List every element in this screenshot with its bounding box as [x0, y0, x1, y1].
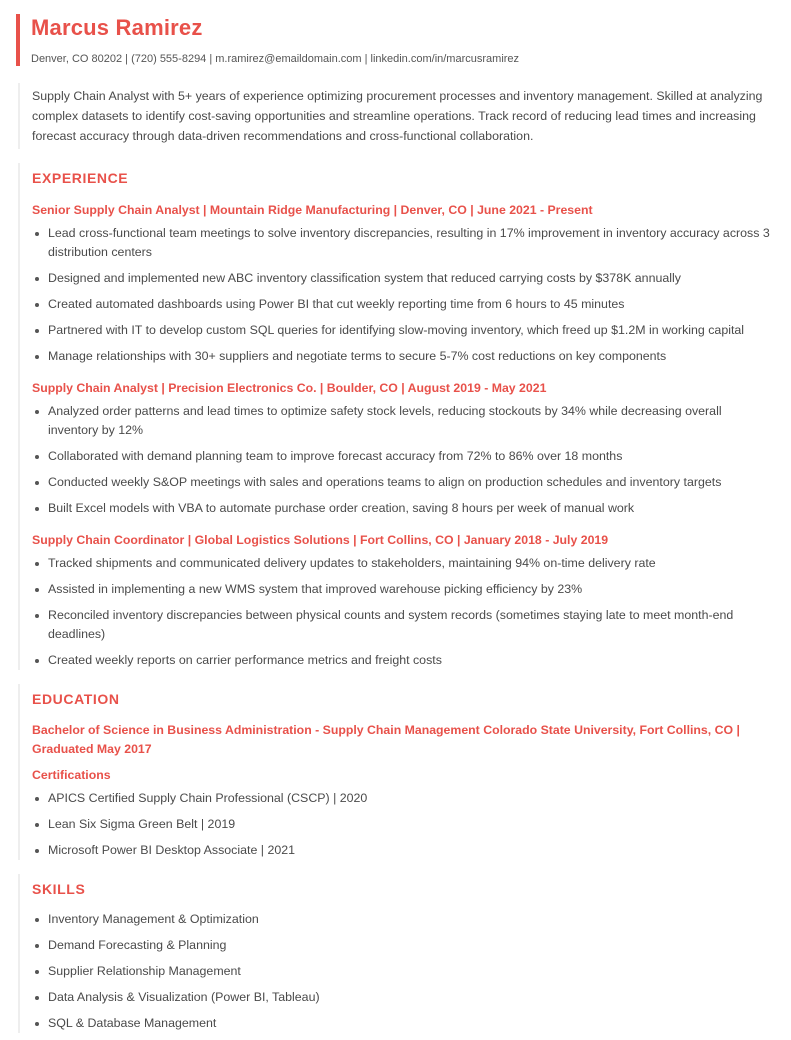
list-item: Inventory Management & Optimization — [32, 910, 774, 929]
resume-header — [16, 14, 771, 66]
job-heading: Supply Chain Analyst | Precision Electronics Co. | Boulder, CO | August 2019 - May 2021 — [32, 381, 547, 395]
section-title-education: EDUCATION — [32, 691, 120, 707]
list-item: Designed and implemented new ABC inventory classification system that reduced carrying costs by $378K annually — [32, 269, 774, 288]
education-section — [18, 684, 774, 860]
list-item: Built Excel models with VBA to automate purchase order creation, saving 8 hours per week of manual work — [32, 499, 774, 518]
list-item: Created weekly reports on carrier performance metrics and freight costs — [32, 651, 774, 670]
list-item: Conducted weekly S&OP meetings with sales and operations teams to align on production schedules and inventory targets — [32, 473, 774, 492]
list-item: Reconciled inventory discrepancies between physical counts and system records (sometimes staying late to meet month-end deadlines) — [32, 606, 774, 644]
contact-info: Denver, CO 80202 | (720) 555-8294 | m.ramirez@emaildomain.com | linkedin.com/in/marcusramirez — [31, 53, 520, 65]
skills-section — [18, 874, 774, 1033]
list-item: Lead cross-functional team meetings to solve inventory discrepancies, resulting in 17% improvement in inventory accuracy across 3 distribution centers — [32, 224, 774, 262]
job-bullet-list — [32, 402, 774, 518]
section-title-experience: EXPERIENCE — [32, 170, 129, 186]
section-title-skills: SKILLS — [32, 881, 86, 897]
list-item: Partnered with IT to develop custom SQL queries for identifying slow-moving inventory, which freed up $1.2M in working capital — [32, 321, 774, 340]
list-item: Manage relationships with 30+ suppliers and negotiate terms to secure 5-7% cost reductions on key components — [32, 347, 774, 366]
list-item: SQL & Database Management — [32, 1014, 774, 1033]
list-item: Analyzed order patterns and lead times to optimize safety stock levels, reducing stockouts by 34% while decreasing overall inventory by 12% — [32, 402, 774, 440]
skills-list — [32, 910, 774, 1033]
list-item: Collaborated with demand planning team to improve forecast accuracy from 72% to 86% over 18 months — [32, 447, 774, 466]
list-item: Lean Six Sigma Green Belt | 2019 — [32, 815, 774, 834]
certifications-heading: Certifications — [32, 768, 111, 782]
job-bullet-list — [32, 224, 774, 366]
list-item: Data Analysis & Visualization (Power BI, Tableau) — [32, 988, 774, 1007]
job-heading: Senior Supply Chain Analyst | Mountain Ridge Manufacturing | Denver, CO | June 2021 - Present — [32, 203, 593, 217]
certification-list — [32, 789, 774, 860]
list-item: Demand Forecasting & Planning — [32, 936, 774, 955]
experience-section — [18, 163, 774, 670]
list-item: APICS Certified Supply Chain Professional (CSCP) | 2020 — [32, 789, 774, 808]
list-item: Assisted in implementing a new WMS system that improved warehouse picking efficiency by 23% — [32, 580, 774, 599]
degree-heading: Bachelor of Science in Business Administration - Supply Chain Management Colorado State University, Fort Collins, CO | Graduated May 2017 — [32, 723, 740, 756]
candidate-name: Marcus Ramirez — [31, 15, 203, 40]
list-item: Microsoft Power BI Desktop Associate | 2021 — [32, 841, 774, 860]
job-bullet-list — [32, 554, 774, 670]
list-item: Tracked shipments and communicated delivery updates to stakeholders, maintaining 94% on-time delivery rate — [32, 554, 774, 573]
list-item: Created automated dashboards using Power BI that cut weekly reporting time from 6 hours to 45 minutes — [32, 295, 774, 314]
job-heading: Supply Chain Coordinator | Global Logistics Solutions | Fort Collins, CO | January 2018 - July 2019 — [32, 533, 609, 547]
professional-summary: Supply Chain Analyst with 5+ years of experience optimizing procurement processes and inventory management. Skilled at analyzing complex datasets to identify cost-saving opportunities and streamline operations. Track record of reducing lead times and increasing forecast accuracy through data-driven recommendations and cross-functional collaboration. — [18, 83, 774, 149]
resume-body — [18, 83, 774, 1040]
list-item: Supplier Relationship Management — [32, 962, 774, 981]
